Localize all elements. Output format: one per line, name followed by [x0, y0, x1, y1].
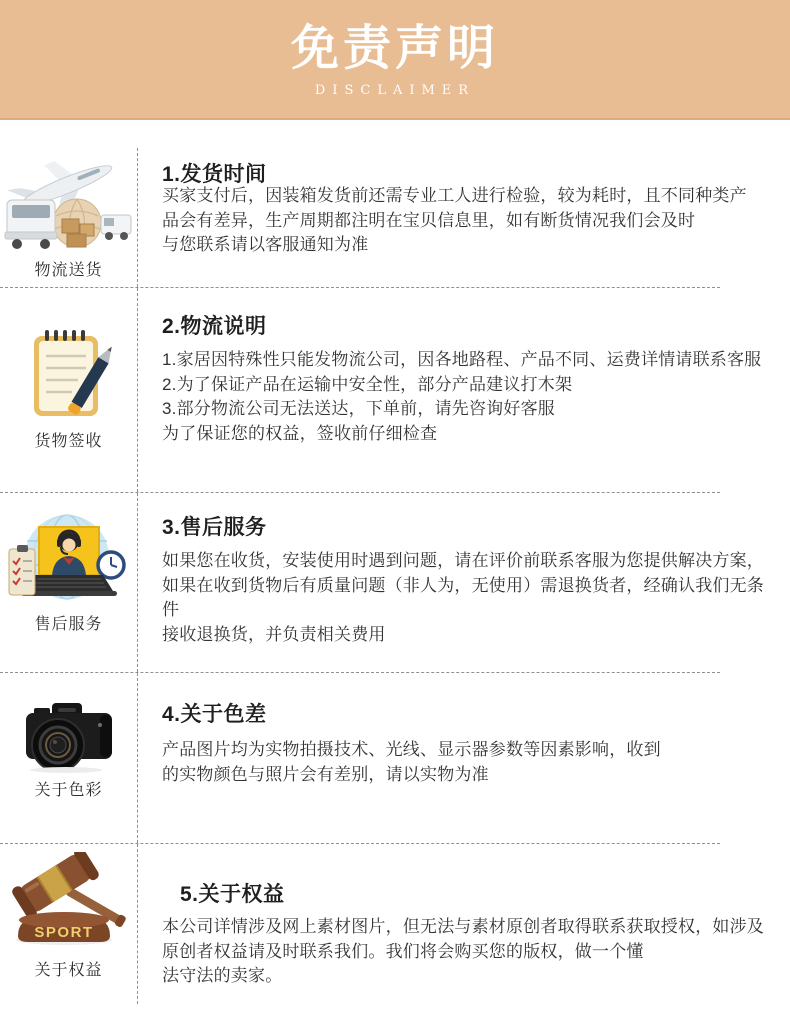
- body-line: 品会有差异，生产周期都注明在宝贝信息里，如有断货情况我们会及时: [162, 210, 696, 230]
- section-heading: 5.关于权益: [180, 883, 285, 906]
- body-line: 接收退换货，并负责相关费用: [162, 624, 386, 644]
- section-body: [162, 184, 770, 258]
- icon-label: 货物签收: [34, 433, 103, 450]
- icon-label: 关于色彩: [34, 782, 103, 799]
- logistics-delivery-icon: [3, 153, 135, 257]
- body-line: 的实物颜色与照片会有差别，请以实物为准: [162, 764, 489, 784]
- gavel-icon: [4, 852, 134, 948]
- gavel-base-text: SPORT: [33, 924, 94, 941]
- customer-service-icon: [5, 509, 133, 603]
- section-heading: 1.发货时间: [162, 163, 267, 186]
- section-body: [162, 348, 770, 446]
- icon-column: [0, 844, 138, 1004]
- section-logistics-info: [0, 288, 790, 492]
- section-shipping-time: [0, 148, 790, 287]
- section-heading: 3.售后服务: [162, 516, 267, 539]
- body-line: 如果在收到货物后有质量问题（非人为，无使用）需退换货者，经确认我们无条件: [162, 575, 764, 620]
- camera-icon: [14, 699, 124, 773]
- icon-label: 关于权益: [34, 962, 103, 979]
- section-heading: 4.关于色差: [162, 703, 267, 726]
- body-line: 2.为了保证产品在运输中安全性，部分产品建议打木架: [162, 374, 573, 394]
- disclaimer-sections: [0, 148, 790, 1004]
- icon-column: [0, 288, 138, 492]
- disclaimer-banner: [0, 0, 790, 120]
- icon-label: 售后服务: [34, 616, 103, 633]
- body-line: 本公司详情涉及网上素材图片，但无法与素材原创者取得联系获取授权，如涉及: [162, 917, 764, 936]
- body-line: 为了保证您的权益，签收前仔细检查: [162, 423, 438, 443]
- body-line: 1.家居因特殊性只能发物流公司，因各地路程、产品不同、运费详情请联系客服: [162, 350, 762, 369]
- section-color-difference: [0, 673, 790, 843]
- body-line: 3.部分物流公司无法送达，下单前，请先咨询好客服: [162, 399, 555, 419]
- body-line: 法守法的卖家。: [162, 966, 283, 986]
- body-line: 买家支付后，因装箱发货前还需专业工人进行检验，较为耗时，且不同种类产: [162, 186, 747, 205]
- section-heading: 2.物流说明: [162, 315, 267, 338]
- icon-column: [0, 493, 138, 672]
- body-line: 原创者权益请及时联系我们。我们将会购买您的版权，做一个懂: [162, 941, 644, 961]
- section-body: [162, 915, 770, 989]
- icon-column: [0, 148, 138, 287]
- notepad-pencil-icon: [14, 328, 124, 420]
- body-line: 如果您在收货，安装使用时遇到问题，请在评价前联系客服为您提供解决方案，: [162, 551, 764, 570]
- body-line: 与您联系请以客服通知为准: [162, 235, 369, 255]
- page-subtitle: DISCLAIMER: [314, 83, 476, 99]
- section-after-sales: [0, 493, 790, 672]
- page-title: 免责声明: [290, 19, 499, 76]
- icon-label: 物流送货: [34, 262, 103, 279]
- icon-column: [0, 673, 138, 843]
- section-rights: [0, 844, 790, 1004]
- body-line: 产品图片均为实物拍摄技术、光线、显示器参数等因素影响，收到: [162, 740, 661, 759]
- section-body: [162, 549, 770, 647]
- section-body: [162, 738, 770, 787]
